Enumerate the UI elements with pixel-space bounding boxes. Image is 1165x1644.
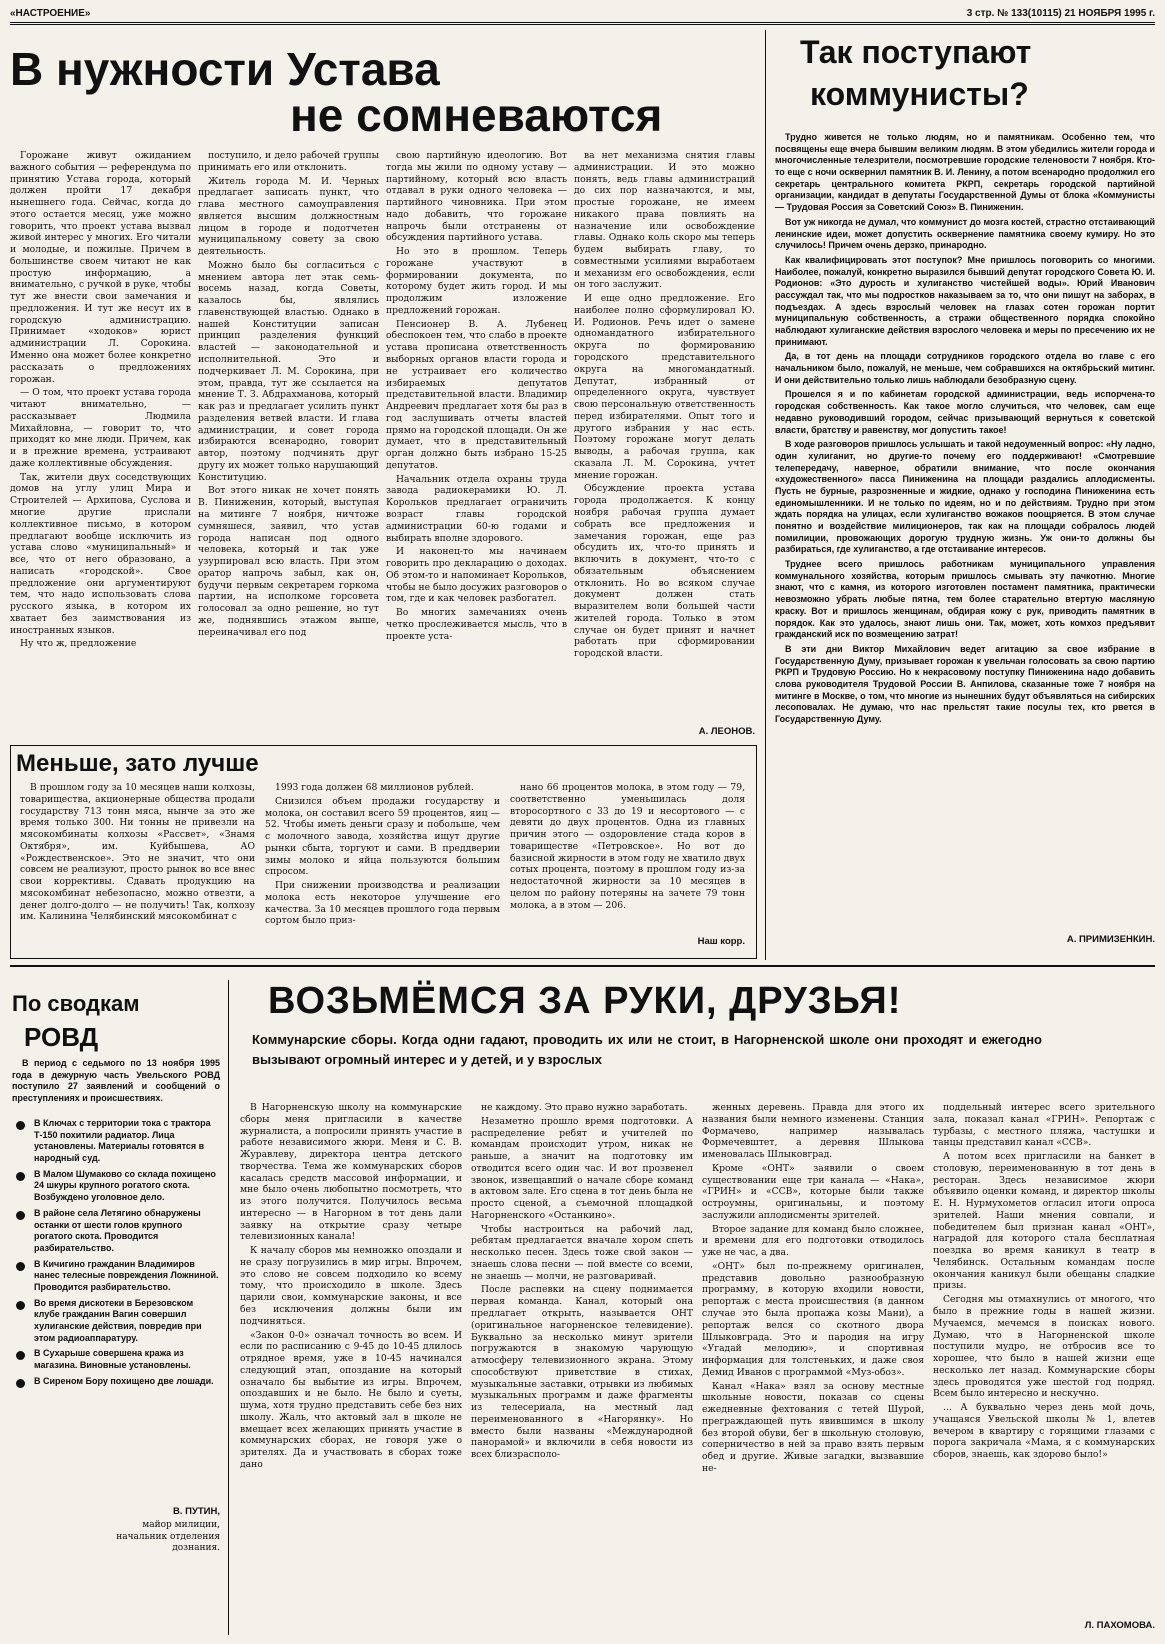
article1-col4 xyxy=(574,150,755,740)
paragraph: В прошлом году за 10 месяцев наши колхозы, товарищества, акционерные общества продали государству 713 тонн мяса, нынче за это же время только 300. Ни тонны не привезли на мясокомбинаты колхозы «Рассвет», «Знамя Октября», им. Куйбышева, АО «Рождественское». Это не значит, что они совсем не реализуют, просто рынок во все внес свои коррективы. Сдавать продукцию на мясокомбинат небезопасно, можно отвезти, а денег долго-долго — не получить! Так, колхозу им. Калинина Челябинский мясокомбинат с xyxy=(20,782,255,923)
paragraph: поступило, и дело рабочей группы принимать его или отклонить. xyxy=(198,150,379,173)
article4-col3 xyxy=(702,1102,924,1632)
article3-body xyxy=(775,132,1155,927)
article3-signature: А. ПРИМИЗЕНКИН. xyxy=(1066,934,1155,945)
paragraph: В эти дни Виктор Михайлович ведет агитацию за свое избрание в Государственную Думу, призывает горожан к увельчан голосовать за свою партию РКРП и Трудовую Россию. Но к некрасовому поступку Пиниженина надо добавить слова руководителя Трудовой России В. Анпилова, сказанные тоже 7 ноября на митинге в Москве, о том, что многие из нынешних будут объявляться на сибирских лесоповалах. Не думаю, что нас прельстят такие посулы тех, кто рвется в Государственную Думу. xyxy=(775,643,1155,724)
article4-col4 xyxy=(933,1102,1155,1632)
paragraph: ... А буквально через день мой дочь, учащаяся Увельской школы № 1, влетев вечером в квартиру с горящими глазами с порога закричала «Мама, я с коммунарских сборов, знаешь, как здорово было!» xyxy=(933,1402,1155,1461)
divider xyxy=(765,30,766,960)
rovd-item: В Сухарыше совершена кража из магазина. Виновные установлены. xyxy=(12,1348,220,1371)
article4-body xyxy=(240,1102,1155,1632)
article4-col2 xyxy=(471,1102,693,1632)
paragraph: Прошелся я и по кабинетам городской администрации, ведь испорчена-то городская собственность. Как такое могло случиться, что человек, сам еще недавно руководивший городом, сейчас призывающий вернуться к советской власти, братству и равенству, мог допустить такое! xyxy=(775,389,1155,435)
paragraph: А потом всех пригласили на банкет в столовую, переименованную в тот день в ресторан. Здесь независимое жюри объявило оценки команд, и директор школы Е. Н. Нурмухометов огласил итоги опроса зрителей. Наши мнения совпали, и победителем был признан канал «ОНТ», наградой для которого стала бесплатная поездка во время каникул в театр в Челябинск. Остальным командам после окончания каникул были обещаны сладкие призы. xyxy=(933,1151,1155,1292)
paragraph: Снизился объем продажи государству и молока, он составил всего 59 процентов, яиц — 52. Чтобы иметь деньги сразу и побольше, чем с молочного завода, хозяйства ищут другие рынки сбыта, торгуют и сами. В преддверии зимы молоко и яйца пользуются большим спросом. xyxy=(265,795,500,878)
issue-info: 3 стр. № 133(10115) 21 НОЯБРЯ 1995 г. xyxy=(966,8,1155,19)
paragraph: И еще одно предложение. Его наиболее полно сформулировал Ю. И. Родионов. Речь идет о замене одномандатного избирательного округа по формированию городского представительного округа на многомандатный. Депутат, избранный от определенного округа, чувствует свою персональную ответственность перед избирателями. Опыт того и другого избрания у нас есть. Поэтому горожане могут делать выводы, а рабочая группа, как сказала Л. М. Сорокина, учтет мнение горожан. xyxy=(574,293,755,481)
rovd-signature-role: майор милиции, начальник отделения дознания. xyxy=(116,1520,220,1554)
paragraph: Как квалифицировать этот поступок? Мне пришлось поговорить со многими. Наиболее, пожалуй, конкретно выразился бывший депутат городского Совета Ю. И. Родионов: «Это дурость и хулиганство чистейшей воды». Юрий Иванович рассуждал так, что мы подростков наказываем за то, что они пишут на заборах, в подъездах. А здесь взрослый человек на глазах сотен горожан портит муниципальную собственность, а стражи общественного порядка спокойно наблюдают хулиганские действия взрослого человека и меры по пресечению их не принимают. xyxy=(775,254,1155,347)
paragraph: Канал «Нака» взял за основу местные школьные новости, показав со сцены ежедневные фехтования с тетей Шурой, преграждающей путь явившимся в школу без второй обуви, бег в школьную столовую, соперничество в ней за право взять первым обед и другие. Живые загадки, вызвавшие не- xyxy=(702,1380,924,1474)
article2-body xyxy=(20,782,745,932)
article1-title-line1: В нужности Устава xyxy=(10,43,440,95)
paragraph: И наконец-то мы начинаем говорить про декларацию о доходах. Об этом-то и напоминает Корольков, чтобы не было досужих разговоров о том, где и как человек разбогател. xyxy=(386,546,567,605)
paragraph: Начальник отдела охраны труда завода радиокерамики Ю. Л. Корольков предлагает ограничить возраст главы городской администрации 60-ю годами и выбирать вполне здорового. xyxy=(386,473,567,544)
paragraph: Незаметно прошло время подготовки. А распределение ребят и учителей по командам происходит утром, никак не раньше, а значит на подготовку им отводится всего один час. И вот прозвенел звонок, извещавший о начале сборе команд в актовом зале. Его сцена в тот день была не просто сценой, а съемочной площадкой Нагорненского «Останкино». xyxy=(471,1115,693,1221)
paragraph: Да, в тот день на площади сотрудников городского отдела во главе с его начальником было, пожалуй, не меньше, чем собравшихся на октябрьский митинг. И они действительно только лишь наблюдали безобразную сцену. xyxy=(775,351,1155,385)
rovd-item: Во время дискотеки в Березовском клубе гражданин Вагин совершил хулиганские действия, повредив при этом радиоаппаратуру. xyxy=(12,1298,220,1345)
paragraph: ва нет механизма снятия главы администрации. И это можно понять, ведь главы администраций до сих пор назначаются, и мы, простые горожане, не имеем никакого права повлиять на назначение или освобождение главы. Однако коль скоро мы теперь будем выбирать главу, то совместными усилиями выработаем и механизм его освобождения, если он того заслужит. xyxy=(574,150,755,291)
article4-title: ВОЗЬМЁМСЯ ЗА РУКИ, ДРУЗЬЯ! xyxy=(268,980,902,1022)
article1-col3 xyxy=(386,150,567,740)
paragraph: поддельный интерес всего зрительного зала, показал канал «ГРИН». Репортаж с турбазы, с местного пляжа, частушки и танцы представил канал «ССВ». xyxy=(933,1102,1155,1149)
article3-title-line2: коммунисты? xyxy=(810,76,1029,112)
rovd-intro-wrap xyxy=(12,1058,220,1108)
paragraph: Сегодня мы отмахнулись от многого, что было в прежние годы в нашей жизни. Мучаемся, мечемся в поисках нового. Думаю, что в Нагорненской школе поступили мудро, не отбросив все то хорошее, что было в нашей жизни еще несколько лет назад. Коммунарские сборы здесь проводятся уже шестой год подряд. Всем было интересно и нескучно. xyxy=(933,1294,1155,1400)
paragraph: Так, жители двух соседствующих домов на углу улиц Мира и Строителей — Архипова, Суслова и многие другие прислали коллективное письмо, в котором предлагают вообще исключить из устава слово «муниципальный» и все, что от него образовано, а написать «городской». Свое предложение они аргументируют тем, что надо использовать слова русского языка, в котором их хватает без заимствования из иностранных языков. xyxy=(10,471,191,636)
rovd-intro: В период с седьмого по 13 ноября 1995 года в дежурную часть Увельского РОВД поступило 27 заявлений и сообщений о преступлениях и происшествиях. xyxy=(12,1058,220,1104)
page-header xyxy=(10,8,1155,25)
rovd-item: В Малом Шумаково со склада похищено 24 шкуры крупного рогатого скота. Возбуждено уголовное дело. xyxy=(12,1169,220,1204)
paragraph: При снижении производства и реализации молока есть некоторое улучшение его качества. За 10 месяцев прошлого года первым сортом было приз- xyxy=(265,880,500,927)
rovd-item: В Сиреном Бору похищено две лошади. xyxy=(12,1376,220,1388)
paragraph: Вот этого никак не хочет понять В. Пиниженин, который, выступая на митинге 7 ноября, ничтоже сумняшеся, заявил, что устав города написан под одного человека, который и так уже узурпировал всю власть. При этом оратор напрочь забыл, как он, будучи первым секретарем горкома партии, на исполкоме горсовета голосовал за одно решение, но тут же, поднявшись этажом выше, переиначивал его под xyxy=(198,485,379,638)
paragraph: женных деревень. Правда для этого их названия были немного изменены. Станция Формачево, например называлась Формечевштет, а деревня Шлыкова именовалась Шлыковград. xyxy=(702,1102,924,1161)
article2-title: Меньше, зато лучше xyxy=(16,750,259,777)
rovd-item: В районе села Летягино обнаружены останки от шести голов крупного рогатого скота. Проводится разбирательство. xyxy=(12,1208,220,1255)
article2-col2 xyxy=(265,782,500,932)
paragraph: После распевки на сцену поднимается первая команда. Канал, который она предлагает открыть, называется ОНТ (оригинальное нагорненское телевидение). Буквально за несколько минут зрители погружаются в знакомую чарующую атмосферу телевизионного экрана. Этому способствуют приветствие в стихах, музыкальные заставки, отрывки из любимых музыкальных программ и даже фрагменты из телесериала, на местный лад переименованного в «Нагорянку». Но вместо были названы «Международной панорамой» и включили в себя новости из всех близрасполо- xyxy=(471,1284,693,1461)
paragraph: Обсуждение проекта устава города продолжается. К концу ноября рабочая группа думает собрать все предложения и замечания горожан, еще раз обсудить их, что-то принять и включить в документ, что-то с обязательным объяснением отклонить. Но во всяком случае документ должен стать выразителем воли большей части жителей города. Только в этом случае он будет принят и начнет работать при сформировании городской власти. xyxy=(574,483,755,660)
paragraph: Чтобы настроиться на рабочий лад, ребятам предлагается вначале хором спеть несколько песен. Здесь тоже свой закон — знаешь слова песни — пой вместе со всеми, не знаешь — молчи, не разговаривай. xyxy=(471,1223,693,1282)
article2-signature: Наш корр. xyxy=(697,936,745,947)
paragraph: — О том, что проект устава города читают внимательно, — рассказывает Людмила Михайловна, — говорит то, что приходят ко мне люди. Причем, как и в прежние времена, устраивают даже коллективные обсуждения. xyxy=(10,387,191,469)
paragraph: 1993 года должен 68 миллионов рублей. xyxy=(275,782,474,793)
rovd-item: В Ключах с территории тока с трактора Т-150 похитили радиатор. Лица установлены. Материалы готовятся в народный суд. xyxy=(12,1118,220,1165)
paragraph: Житель города М. И. Черных предлагает записать пункт, что глава местного самоуправления является высшим должностным лицом в городе и подотчетен муниципальному совету за свою деятельность. xyxy=(198,175,379,258)
paragraph: «ОНТ» был по-прежнему оригинален, представив довольно разнообразную программу, в которую входили новости, репортаж с места происшествия (в данном случае это была пропажа козы Мани), а репортаж велся со скотного двора Шлыковграда. Это и пародия на игру «Угадай мелодию», и спортивная информация для толстеньких, и даже своя Демид Иванов с программой «Муз-обоз». xyxy=(702,1260,924,1378)
article4-signature: Л. ПАХОМОВА. xyxy=(1084,1620,1155,1631)
paragraph: В ходе разговоров пришлось услышать и такой недоуменный вопрос: «Ну ладно, один хулиганит, но другие-то почему его поддерживают! «Смотревшие телепередачу, наверное, обратили внимание, что после окончания «художественного» пасса Пиниженина на площади раздались аплодисменты. Пусть не бурные, разрозненные и жидкие, однако у господина Пиниженина есть единомышленники. И не только по идеям, но и по действиям. Трудно при этом ждать порядка на улицах, если хулиганство вожаков поощряется. В этом случае понятно и воздействие милиционеров, так как на площади собралось людей помилиции, провожающих дорогую трудную жизнь. Уж они-то должны бы разбираться, где хулиганство, а где отстаивание интересов. xyxy=(775,439,1155,555)
article4-subtitle: Коммунарские сборы. Когда одни гадают, проводить их или не стоит, в Нагорненской школе они проходят и ежегодно вызывают огромный интерес и у детей, и у взрослых xyxy=(252,1032,1042,1067)
paragraph: Пенсионер В. А. Лубенец обеспокоен тем, что слабо в проекте устава прописана ответственность выборных органов власти города и не устраивает его количество избираемых депутатов представительной власти. Владимир Андреевич предлагает хотя бы раз в год заслушивать отчеты властей прямо на городской площади. Он же думает, что в представительный орган должно быть избрано 15-25 депутатов. xyxy=(386,318,567,471)
paragraph: Но это в прошлом. Теперь горожане участвуют в формировании документа, по которому будет жить город. И мы продолжим изложение предложений горожан. xyxy=(386,246,567,316)
section-divider xyxy=(10,965,1155,967)
article3-title-line1: Так поступают xyxy=(800,34,1032,70)
rovd-title-line1: По сводкам xyxy=(12,991,140,1016)
article1-col1 xyxy=(10,150,191,740)
paragraph: Горожане живут ожиданием важного события — референдума по принятию Устава города, который должен пройти 17 декабря нынешнего года. Сейчас, когда до этого остается месяц, уже можно говорить, что проект устава вызвал живой интерес у многих. Его читали и молодые, и пожилые. Причем в большинстве своем читают не как простую информацию, а внимательно, с ручкой в руке, чтобы тут же внести свои замечания и предложения. И тут же несут их в городскую администрацию. Принимает «ходоков» юрист администрации Л. Сорокина. Именно она может более конкретно рассказать о предложениях горожан. xyxy=(10,150,191,385)
paragraph: Можно было бы согласиться с мнением автора лет этак семь-восемь назад, когда Советы, казалось бы, являлись главенствующей властью. Однако в нашей Конституции записан принцип разделения функций властей — законодательной и исполнительной. Это и подчеркивает Л. М. Сорокина, при этом, правда, тут же ссылается на мнение Т. З. Абдрахманова, который как раз и предлагает усилить пункт разделения ветвей власти. И глава администрации, и совет города избираются всенародно, говорит автор, поэтому подчинять друг другу их может только нарушающий Конституцию. xyxy=(198,259,379,483)
article1-body xyxy=(10,150,755,740)
paragraph: К началу сборов мы немножко опоздали и не сразу погрузились в мир игры. Впрочем, это слово не совсем подходило ко всему тому, что происходило в школе. Здесь царили свои, коммунарские законы, и все без исключения должны были им подчиняться. xyxy=(240,1245,462,1327)
divider xyxy=(228,980,229,1635)
paragraph: Ну что ж, предложение xyxy=(20,638,137,650)
paragraph: В Нагорненскую школу на коммунарские сборы меня пригласили в качестве журналиста, а попросили принять участие в работе независимого жюри. Меня и С. В. Журавлеву, директора центра детского творчества. Тема же коммунарских сборов касалась средств массовой информации, и мне было очень любопытно посмотреть, что из этого получится. Получилось весьма интересно — в Нагорном в тот день дали заявку на открытие сразу четыре телевизионных канала! xyxy=(240,1102,462,1243)
paragraph: Кроме «ОНТ» заявили о своем существовании еще три канала — «Нака», «ГРИН» и «ССВ», которые были также остроумны, оригинальны, и поэтому заслужили аплодисменты зрителей. xyxy=(702,1162,924,1221)
rovd-title-line2: РОВД xyxy=(24,1022,99,1052)
article2-col3 xyxy=(510,782,745,932)
paragraph: Во многих замечаниях очень четко прослеживается мысль, что в проекте уста- xyxy=(386,607,567,642)
rovd-signature: В. ПУТИН, xyxy=(172,1506,220,1517)
article4-col1 xyxy=(240,1102,462,1632)
paragraph: нано 66 процентов молока, в этом году — 79, соответственно уменьшилась доля второсортного с 33 до 19 и несортового — с девяти до двух процентов. Одна из главных причин этого — оздоровление стада коров в товариществе «Петровское». Но вот до базисной жирности в этом году не хватило двух сотых процента, поэтому в прошлом году из-за недостаточной жирности за 10 месяцев в целом по району потеряны на зачете 79 тонн молока, а в этом — 206. xyxy=(510,782,745,911)
article2-col1 xyxy=(20,782,255,932)
paragraph: Трудно живется не только людям, но и памятникам. Особенно тем, что посвящены еще вчера бывшим великим людям. В этом убедились жители города и многочисленные телезрители, посмотревшие городские теленовости 7 ноября. Кто-то еще с ночи осквернил памятник В. И. Ленину, а потом всенародно продолжил его секретарь центрального комитета РКРП, секретарь городской партийной организации, кандидат в депутаты Государственной Думы от блока «Коммунисты — Трудовая Россия за Советский Союз» В. Пиниженин. xyxy=(775,132,1155,213)
paragraph: Труднее всего пришлось работникам муниципального управления коммунального хозяйства, которым пришлось смывать эту пачкотню. Многие знают, что с камня, из которого изготовлен постамент памятника, практически невозможно убрать любые пятна, тем более старательно втертую масляную краску. Вот и пришлось женщинам, обдирая кожу с рук, приводить памятник в порядок. Как это удалось, знают лишь они. Так, может, хоть комхоз предъявит гражданский иск по возмещению затрат! xyxy=(775,559,1155,640)
section-name: «НАСТРОЕНИЕ» xyxy=(10,8,91,19)
paragraph: Второе задание для команд было сложнее, и времени для его подготовки отводилось уже не час, а два. xyxy=(702,1223,924,1259)
paragraph: «Закон 0-0» означал точность во всем. И если по расписанию с 9-45 до 10-45 длилось отрядное время, уже в 10-45 начинался следующий этап, опоздание на который означало бы выбытие из игры. Впрочем, опоздавших и не было. Не было и суеты, шума, хотя трудно представить себе без них школу. Жаль, что актовый зал в школе не вмещает всех желающих принять участие в коммунарских сборах, не говоря уже о зрителях. Да и участвовать в сборах тоже дано xyxy=(240,1329,462,1470)
rovd-list xyxy=(12,1118,220,1498)
paragraph: Вот уж никогда не думал, что коммунист до мозга костей, страстно отстаивающий ленинские идеи, может допустить осквернение памятника своему кумиру. Но это случилось! Причем очень дерзко, принародно. xyxy=(775,216,1155,251)
article1-title-line2: не сомневаются xyxy=(290,89,663,141)
article1-signature: А. ЛЕОНОВ. xyxy=(698,726,755,737)
paragraph: не каждому. Это право нужно заработать. xyxy=(481,1102,688,1113)
article1-col2 xyxy=(198,150,379,740)
rovd-item: В Кичигино гражданин Владимиров нанес телесные повреждения Ложниной. Проводится разбирательство. xyxy=(12,1259,220,1294)
paragraph: свою партийную идеологию. Вот тогда мы жили по одному уставу — партийному, который всю власть отдавал в руки одного человека — партийного чиновника. При этом надо добавить, что горожане напрочь были отстранены от обсуждения партийного устава. xyxy=(386,150,567,244)
